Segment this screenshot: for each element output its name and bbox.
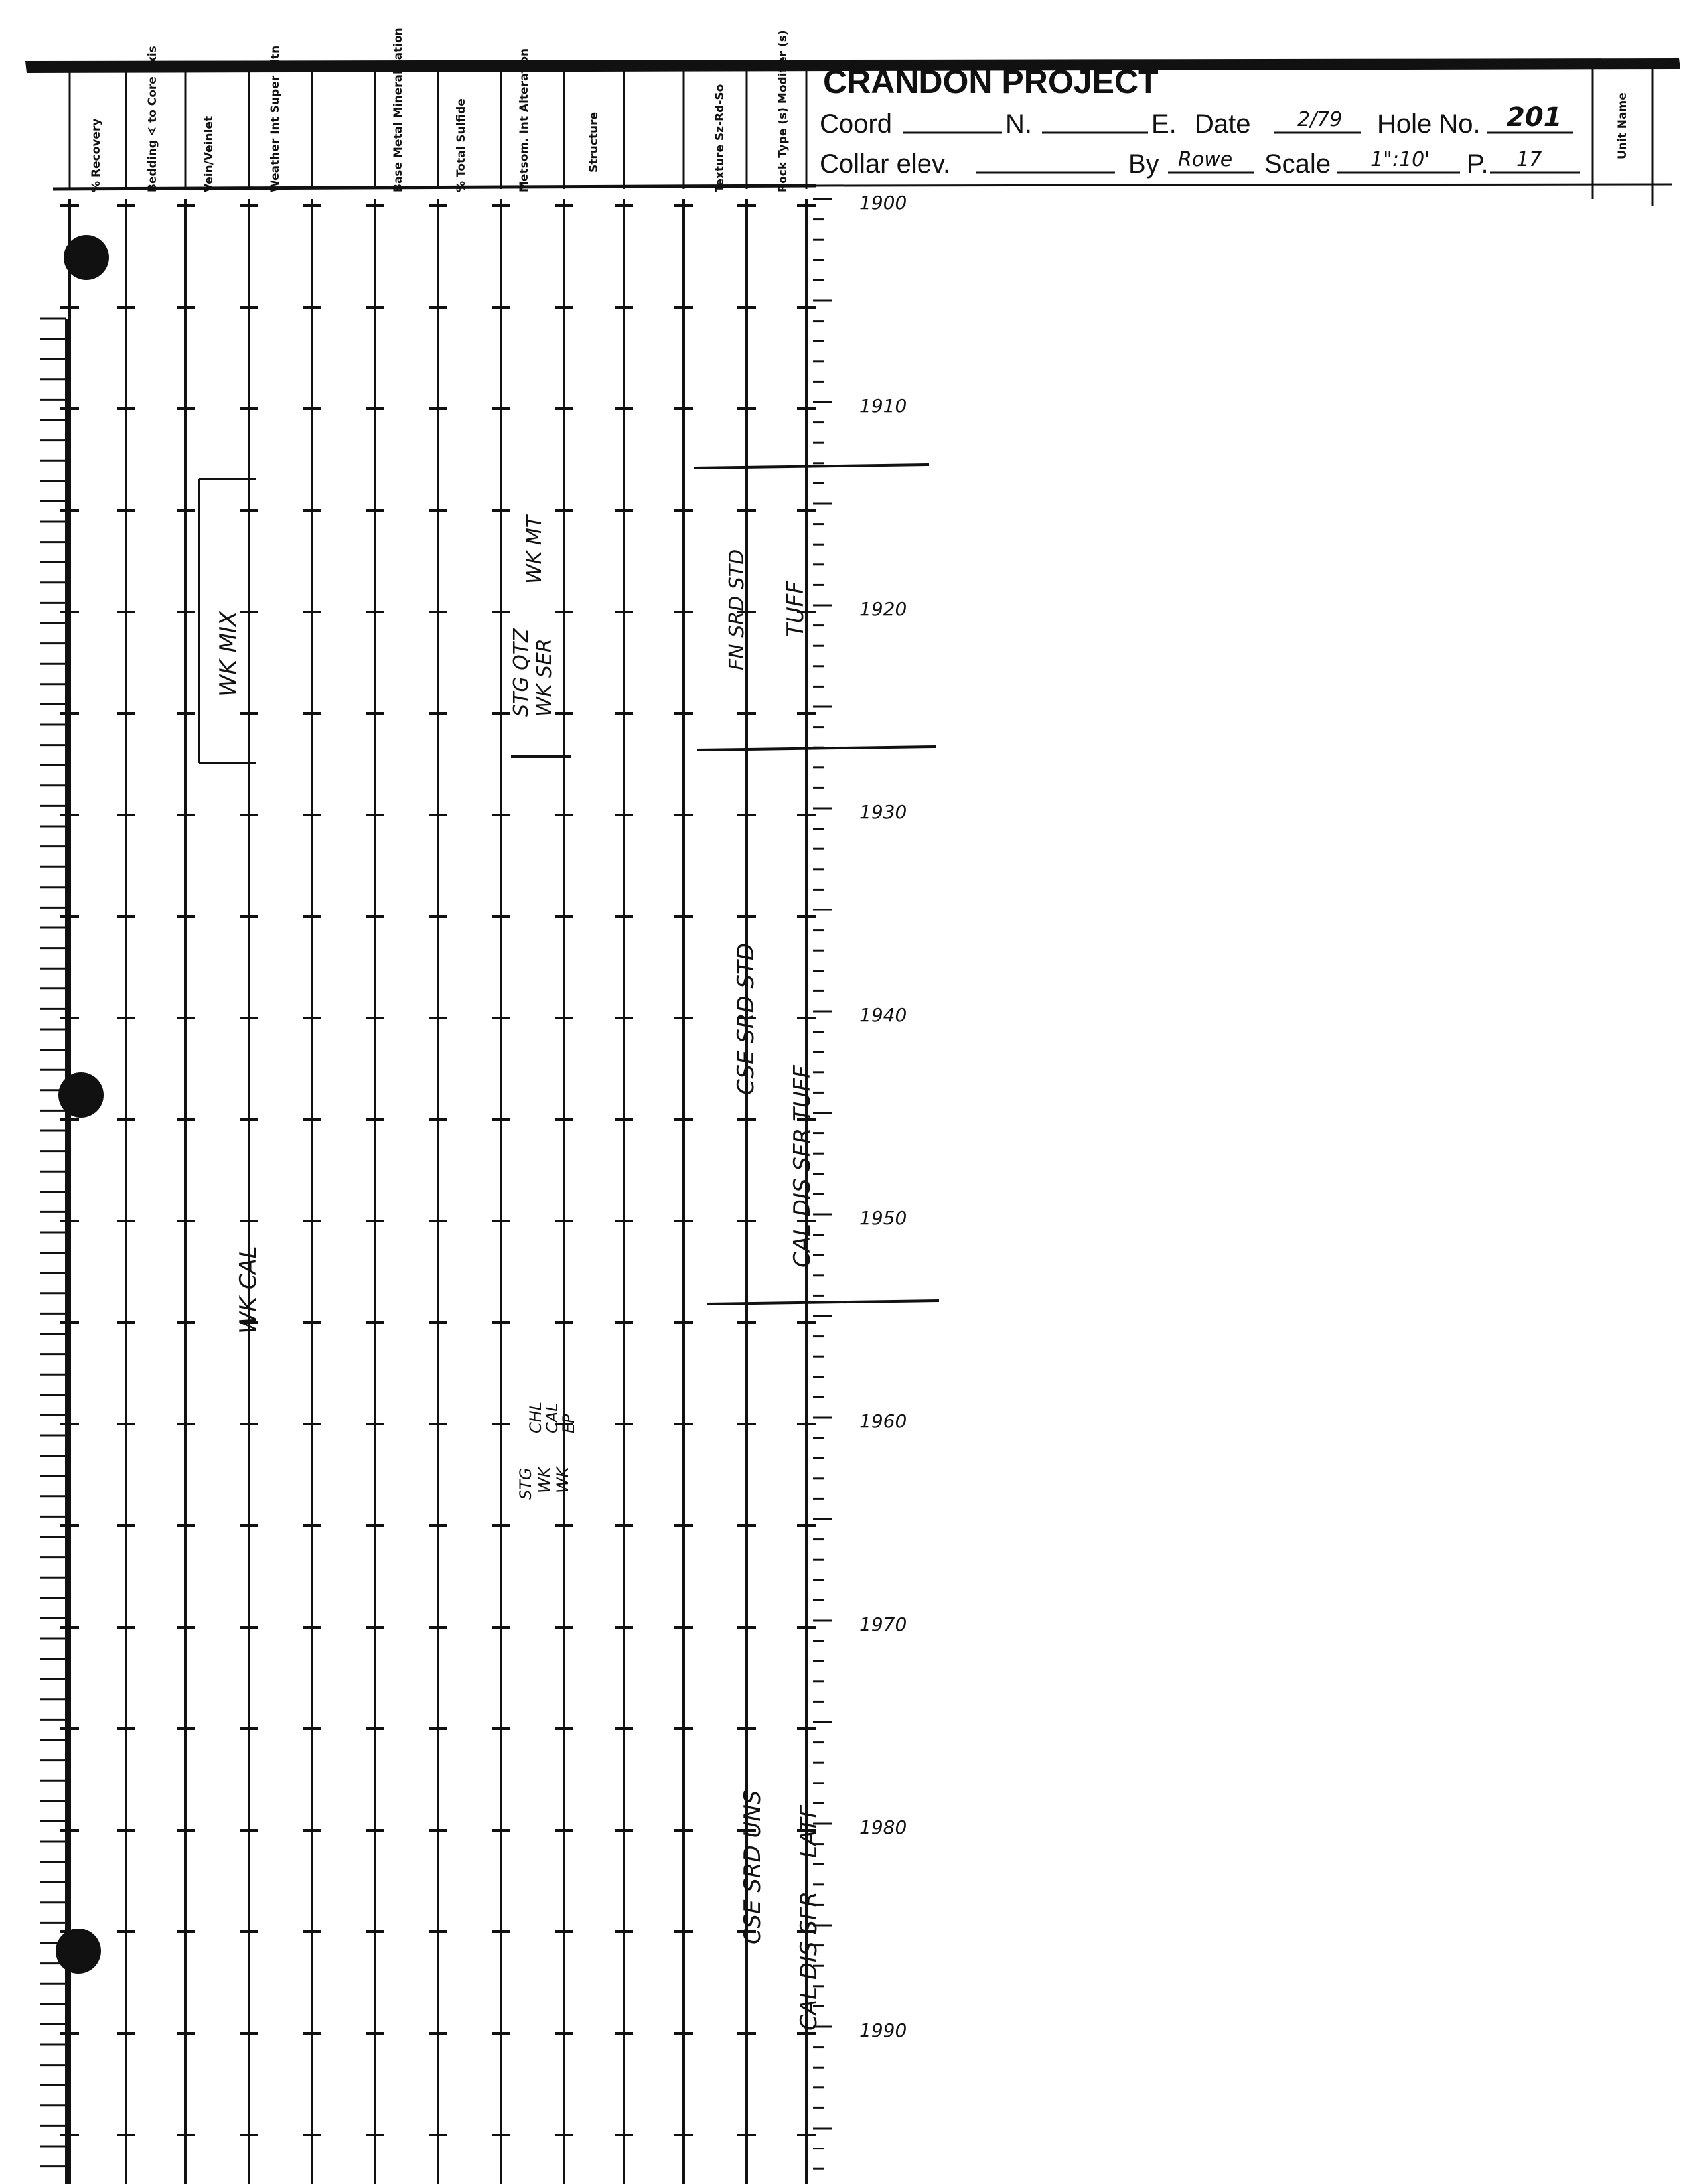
rock-note-2a: TUFF (789, 1065, 816, 1122)
project-title: CRANDON PROJECT (823, 63, 1159, 100)
hole-label: Hole No. (1377, 109, 1481, 139)
rock-note-3b: CAL DIS SFR (796, 1891, 822, 2031)
punch-hole-middle (58, 1072, 104, 1118)
n-label: N. (1005, 109, 1032, 139)
date-value: 2/79 (1297, 108, 1343, 131)
texture-note-2: CSE SRD STD (733, 943, 759, 1095)
punch-hole-bottom (56, 1929, 101, 1974)
depth-label: 1980 (859, 1816, 907, 1838)
col-header-sulfide: % Total Sulfide (455, 98, 468, 192)
texture-note-1: FN SRD STD (725, 549, 749, 670)
depth-label: 1940 (859, 1004, 907, 1026)
alt-note-wk-mt: WK MT (523, 515, 546, 584)
alt-note-cal: CAL (543, 1402, 561, 1433)
page-value: 17 (1516, 148, 1542, 171)
page-label: P. (1467, 149, 1489, 179)
alt-note-wk-2: WK (553, 1467, 572, 1493)
depth-label: 1950 (859, 1207, 907, 1229)
by-label: By (1128, 149, 1159, 179)
vein-note-lower: WK CAL (235, 1246, 261, 1334)
col-header-bedding: Bedding ∢ to Core Axis (146, 46, 159, 192)
rock-note-2b: CAL DIS SFR (789, 1128, 816, 1268)
by-value: Rowe (1178, 148, 1233, 171)
coord-label: Coord (820, 109, 892, 139)
alt-note-ep: EP (559, 1414, 578, 1433)
col-header-alteration: Metsom. Int Alteration (518, 48, 531, 192)
collar-elev-label: Collar elev. (820, 149, 951, 179)
alt-note-wk-1: WK (535, 1467, 553, 1493)
depth-label: 1910 (859, 395, 907, 417)
alt-note-stg: STG (516, 1467, 535, 1500)
depth-label: 1930 (859, 801, 907, 823)
col-header-base-metal: Base Metal Mineralization (392, 27, 405, 192)
punch-hole-top (64, 235, 109, 280)
depth-label: 1960 (859, 1410, 907, 1432)
alt-note-stg-qtz: STG QTZ (510, 628, 533, 717)
col-header-weather: Weather Int Super Altn (269, 45, 282, 192)
col-header-vein: Vein/Veinlet (202, 115, 216, 192)
col-header-recovery: % Recovery (90, 118, 103, 192)
depth-label: 1900 (859, 192, 907, 214)
col-header-structure: Structure (587, 111, 601, 173)
col-header-texture: Texture Sz-Rd-So (713, 84, 727, 192)
depth-label: 1920 (859, 598, 907, 620)
rock-note-1: TUFF (782, 581, 809, 637)
e-label: E. (1151, 109, 1177, 139)
vein-note-upper: WK MIX (215, 611, 242, 697)
col-header-unit-name: Unit Name (1616, 92, 1629, 159)
alt-note-wk-ser: WK SER (533, 638, 556, 717)
alt-note-chl: CHL (526, 1401, 545, 1433)
texture-note-3: CSE SRD UNS (739, 1790, 766, 1944)
rock-note-3a: LATF (796, 1804, 822, 1858)
hole-value: 201 (1507, 102, 1562, 133)
scale-label: Scale (1264, 149, 1331, 179)
depth-label: 1990 (859, 2019, 907, 2041)
scale-value: 1":10' (1370, 148, 1430, 171)
date-label: Date (1195, 109, 1251, 139)
col-header-rock-type: Rock Type (s) Modifier (s) (776, 30, 790, 192)
depth-label: 1970 (859, 1613, 907, 1635)
